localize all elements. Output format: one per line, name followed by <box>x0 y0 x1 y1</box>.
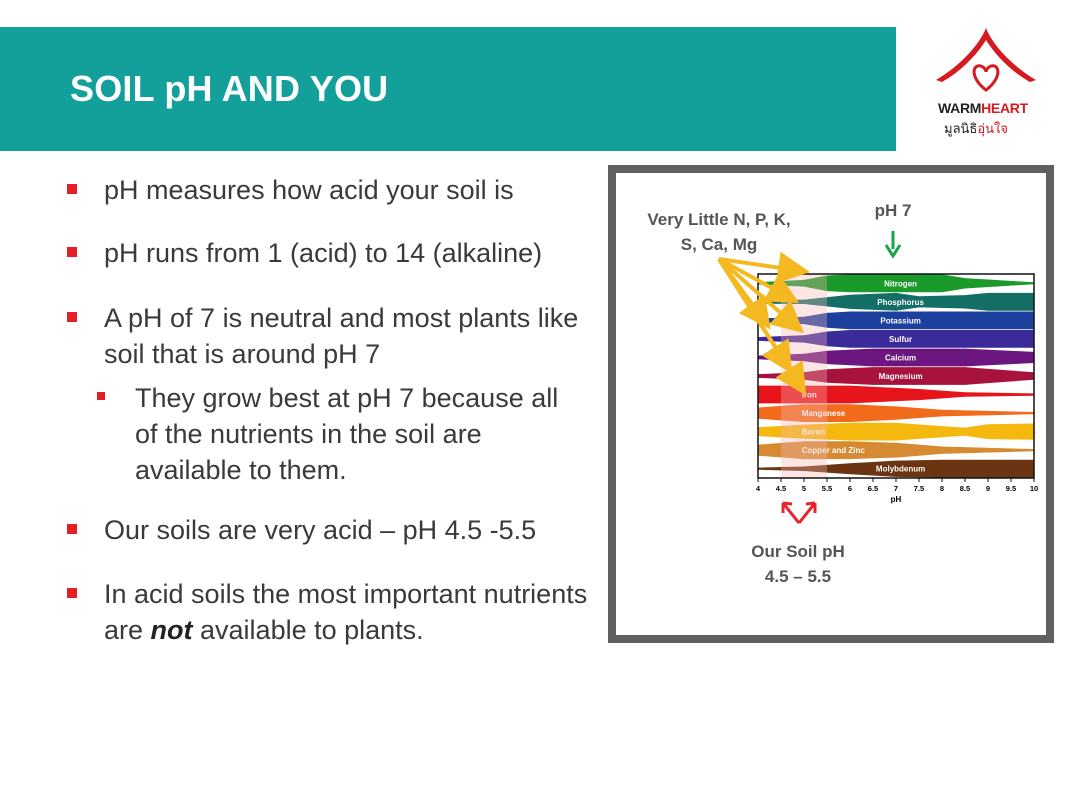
nutrient-availability-chart <box>616 173 1046 635</box>
bullet-square-icon <box>67 247 77 257</box>
x-axis-label: pH <box>890 495 902 504</box>
x-tick-label: 9.5 <box>1005 484 1017 493</box>
nutrient-label: Nitrogen <box>884 279 918 289</box>
x-tick-label: 5 <box>801 484 807 493</box>
bullet-square-icon <box>97 392 105 400</box>
annotation-ph7: pH 7 <box>874 201 912 220</box>
x-tick-label: 10 <box>1029 484 1039 493</box>
nutrient-label: Manganese <box>801 409 846 419</box>
annotation-very-little-nutrients: S, Ca, Mg <box>680 235 758 254</box>
x-tick-label: 4.5 <box>775 484 787 493</box>
bullet-item: In acid soils the most important nutrients are not available to plants. <box>66 576 596 648</box>
annotation-our-soil-range: 4.5 – 5.5 <box>764 567 832 586</box>
x-tick-label: 8 <box>939 484 945 493</box>
nutrient-label: Iron <box>801 390 817 400</box>
nutrient-chart-frame <box>608 165 1054 643</box>
nutrient-label: Boron <box>801 427 826 437</box>
x-tick-label: 5.5 <box>821 484 833 493</box>
slide-title: SOIL pH AND YOU <box>70 68 389 109</box>
x-tick-label: 9 <box>985 484 991 493</box>
our-soil-red-arrows-icon <box>783 503 815 523</box>
nutrient-label: Molybdenum <box>875 464 926 474</box>
x-tick-label: 6 <box>847 484 853 493</box>
nutrient-label: Potassium <box>880 316 921 326</box>
bullet-item: A pH of 7 is neutral and most plants like soil that is around pH 7 <box>66 300 586 372</box>
sub-bullet-item: They grow best at pH 7 because all of the nutrients in the soil are available to them. <box>66 380 586 488</box>
logo-name: WARMHEART <box>938 100 1028 116</box>
bullet-square-icon <box>67 588 77 598</box>
x-tick-label: 8.5 <box>959 484 971 493</box>
nutrient-label: Copper and Zinc <box>801 446 865 456</box>
annotation-very-little: Very Little N, P, K, <box>647 210 791 229</box>
nutrient-label: Phosphorus <box>877 297 924 307</box>
x-tick-label: 4 <box>755 484 761 493</box>
x-tick-label: 7 <box>893 484 899 493</box>
temple-heart-icon <box>930 24 1042 104</box>
nutrient-label: Sulfur <box>889 334 913 344</box>
ph7-green-arrow-icon <box>886 231 900 256</box>
x-tick-label: 6.5 <box>867 484 879 493</box>
bullet-item: Our soils are very acid – pH 4.5 -5.5 <box>66 512 596 548</box>
x-tick-label: 7.5 <box>913 484 925 493</box>
logo-thai-name: มูลนิธิอุ่นใจ <box>944 121 1009 136</box>
nutrient-label: Calcium <box>885 353 917 363</box>
nutrient-label: Magnesium <box>878 372 923 381</box>
bullet-square-icon <box>67 524 77 534</box>
annotation-our-soil: Our Soil pH <box>751 542 845 561</box>
our-soil-highlight <box>781 274 827 478</box>
bullet-item: pH measures how acid your soil is <box>66 172 596 208</box>
emphasis-not: not <box>150 615 193 645</box>
warmheart-logo <box>930 24 1042 142</box>
bullet-square-icon <box>67 184 77 194</box>
bullet-square-icon <box>67 312 77 322</box>
bullet-item: pH runs from 1 (acid) to 14 (alkaline) <box>66 235 596 271</box>
